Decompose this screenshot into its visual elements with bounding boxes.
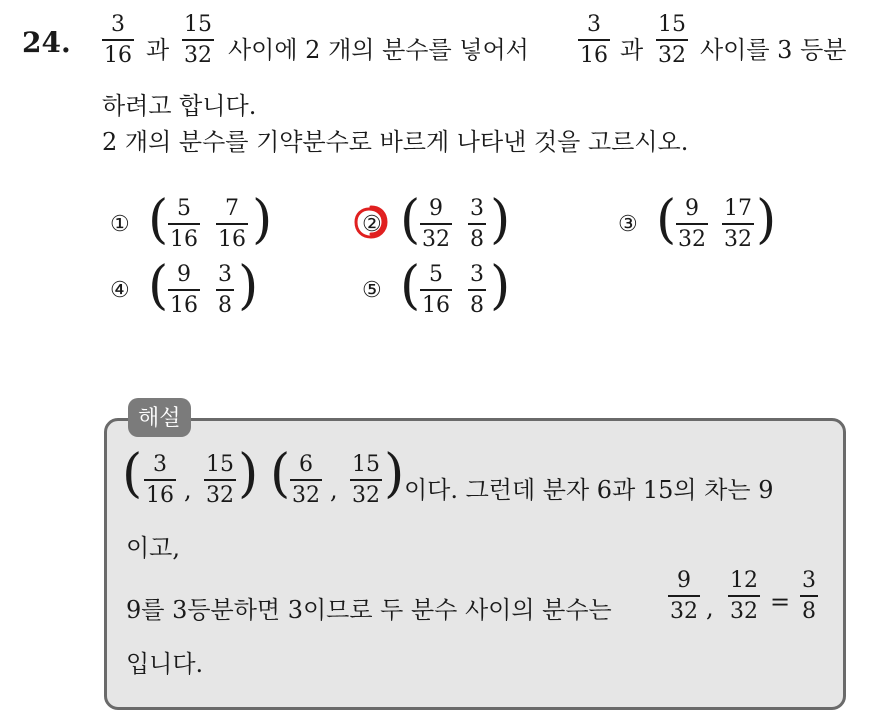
comma: , [706, 594, 714, 622]
denominator: 16 [104, 42, 132, 68]
numerator: 9 [685, 196, 699, 221]
comma: , [184, 476, 192, 504]
numerator: 5 [177, 196, 191, 221]
right-paren: ) [756, 190, 777, 250]
denominator: 32 [422, 226, 450, 252]
fraction [204, 454, 236, 507]
solution-text: 이다. 그런데 분자 6과 15의 차는 9 [404, 476, 774, 504]
numerator: 3 [111, 12, 125, 37]
numerator: 3 [218, 262, 232, 287]
denominator: 16 [218, 226, 246, 252]
denominator: 8 [470, 226, 484, 252]
fraction [578, 14, 610, 67]
denominator: 16 [170, 292, 198, 318]
numerator: 15 [658, 12, 686, 37]
left-paren: ( [400, 190, 421, 250]
denominator: 32 [724, 226, 752, 252]
fraction [468, 198, 486, 251]
question-text: 과 [620, 36, 644, 64]
fraction [290, 454, 322, 507]
numerator: 9 [677, 568, 691, 593]
solution-text: 9를 3등분하면 3이므로 두 분수 사이의 분수는 [126, 596, 612, 624]
denominator: 32 [678, 226, 706, 252]
numerator: 3 [470, 262, 484, 287]
right-paren: ) [238, 256, 259, 316]
denominator: 32 [292, 482, 320, 508]
solution-tag: 해설 [128, 398, 191, 437]
denominator: 16 [422, 292, 450, 318]
fraction [168, 198, 200, 251]
right-paren: ) [490, 256, 511, 316]
denominator: 8 [802, 598, 816, 624]
question-text: 사이를 3 등분 [700, 36, 847, 64]
denominator: 16 [170, 226, 198, 252]
question-text: 과 [146, 36, 170, 64]
left-paren: ( [400, 256, 421, 316]
numerator: 6 [299, 452, 313, 477]
denominator: 32 [206, 482, 234, 508]
fraction [722, 198, 754, 251]
denominator: 16 [146, 482, 174, 508]
fraction [656, 14, 688, 67]
fraction [182, 14, 214, 67]
numerator: 3 [470, 196, 484, 221]
fraction [102, 14, 134, 67]
left-paren: ( [270, 444, 291, 504]
comma: , [330, 476, 338, 504]
question-text: 하려고 합니다. [102, 92, 257, 120]
fraction [668, 570, 700, 623]
answer-mark-icon [353, 204, 389, 240]
numerator: 9 [177, 262, 191, 287]
fraction [350, 454, 382, 507]
choice-marker: ② [362, 212, 382, 237]
right-paren: ) [384, 444, 405, 504]
numerator: 3 [802, 568, 816, 593]
choice-marker: ⑤ [362, 278, 382, 303]
denominator: 8 [470, 292, 484, 318]
right-paren: ) [238, 444, 259, 504]
numerator: 15 [352, 452, 380, 477]
fraction [168, 264, 200, 317]
denominator: 8 [218, 292, 232, 318]
right-paren: ) [490, 190, 511, 250]
numerator: 5 [429, 262, 443, 287]
numerator: 12 [730, 568, 758, 593]
numerator: 15 [184, 12, 212, 37]
fraction [144, 454, 176, 507]
fraction [420, 198, 452, 251]
fraction [468, 264, 486, 317]
right-paren: ) [252, 190, 273, 250]
numerator: 15 [206, 452, 234, 477]
left-paren: ( [122, 444, 143, 504]
left-paren: ( [656, 190, 677, 250]
choice-marker: ④ [110, 278, 130, 303]
denominator: 32 [352, 482, 380, 508]
equals-sign: = [770, 588, 791, 616]
choice-marker: ① [110, 212, 130, 237]
question-text: 사이에 2 개의 분수를 넣어서 [228, 36, 529, 64]
fraction [728, 570, 760, 623]
numerator: 17 [724, 196, 752, 221]
solution-text: 입니다. [126, 650, 204, 678]
denominator: 32 [658, 42, 686, 68]
question-number: 24. [22, 26, 71, 59]
fraction [676, 198, 708, 251]
fraction [216, 198, 248, 251]
choice-marker: ③ [618, 212, 638, 237]
denominator: 32 [670, 598, 698, 624]
fraction [800, 570, 818, 623]
left-paren: ( [148, 256, 169, 316]
fraction [420, 264, 452, 317]
denominator: 16 [580, 42, 608, 68]
numerator: 7 [225, 196, 239, 221]
denominator: 32 [184, 42, 212, 68]
left-paren: ( [148, 190, 169, 250]
solution-text: 이고, [126, 534, 180, 562]
numerator: 3 [587, 12, 601, 37]
numerator: 9 [429, 196, 443, 221]
fraction [216, 264, 234, 317]
denominator: 32 [730, 598, 758, 624]
question-text: 2 개의 분수를 기약분수로 바르게 나타낸 것을 고르시오. [102, 128, 689, 156]
numerator: 3 [153, 452, 167, 477]
